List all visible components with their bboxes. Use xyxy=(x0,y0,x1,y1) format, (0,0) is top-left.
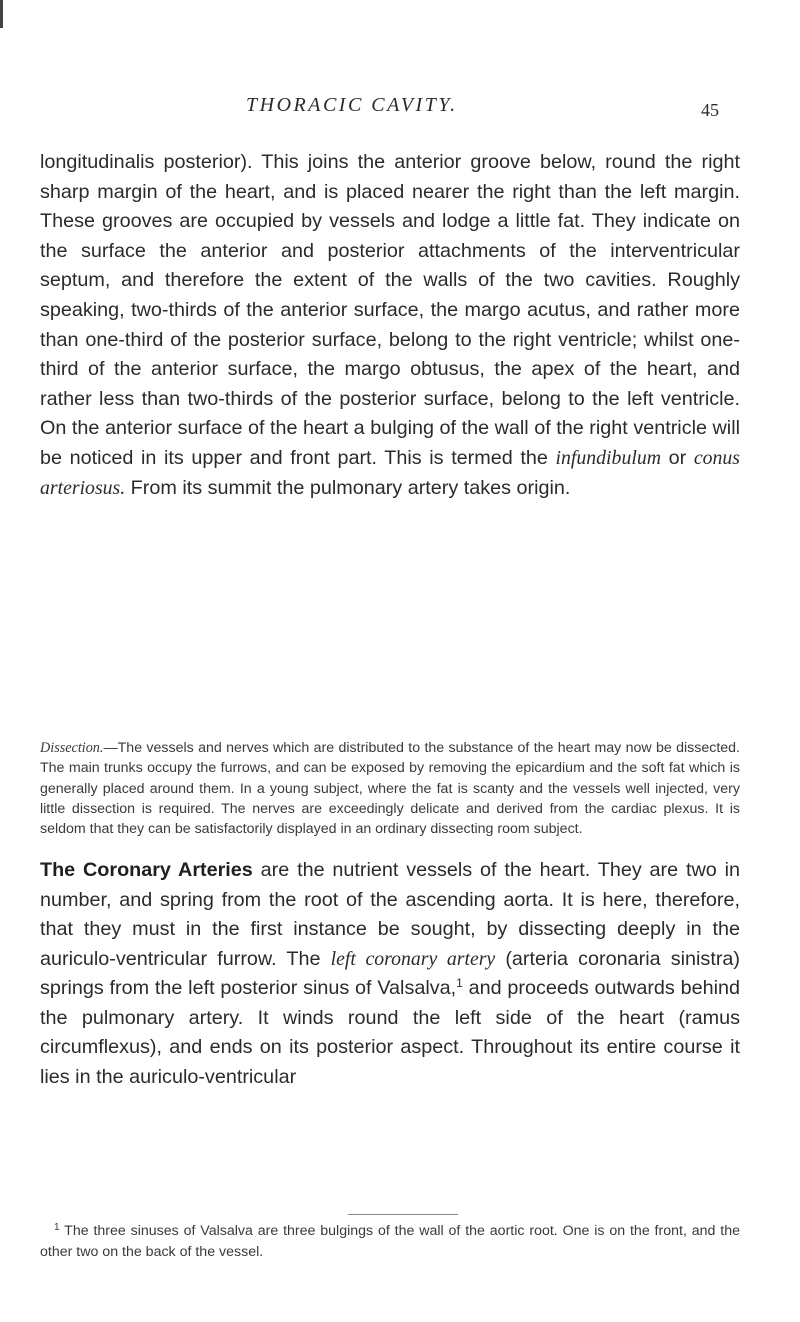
footnote-paragraph xyxy=(40,1221,740,1263)
dissection-note xyxy=(40,738,740,839)
coronary-paragraph xyxy=(40,856,740,1092)
dissection-label: Dissection. xyxy=(40,740,104,756)
page-edge-mark xyxy=(0,0,3,28)
coronary-text-2: (arteria coronaria sinistra) springs from the left posterior sinus of Valsalva, xyxy=(40,947,740,999)
footnote-marker: 1 xyxy=(54,1222,60,1233)
coronary-arteries-section xyxy=(40,856,740,1092)
paragraph-heart-grooves xyxy=(40,148,740,503)
page-number: 45 xyxy=(701,100,719,120)
paragraph-tail-text: From its summit the pulmonary artery takes origin. xyxy=(125,476,571,499)
running-title: THORACIC CAVITY. xyxy=(246,94,458,116)
dissection-text: —The vessels and nerves which are distributed to the substance of the heart may now be dissected. The main trunks occupy the furrows, and can be exposed by removing the epicardium and the soft fat which is generally placed around them. In a young subject, where the fat is scanty and the vessels well injected, very little dissection is required. The nerves are exceedingly delicate and derived from the cardiac plexus. It is seldom that they can be satisfactorily displayed in an ordinary dissecting room subject. xyxy=(40,740,740,838)
term-left-coronary-artery: left coronary artery xyxy=(330,947,496,970)
term-conus-arteriosus: conus arteriosus. xyxy=(40,446,740,499)
main-paragraph xyxy=(40,148,740,503)
dissection-paragraph xyxy=(40,738,740,839)
footnote-reference: 1 xyxy=(456,976,463,990)
page-header xyxy=(0,94,800,124)
term-infundibulum: infundibulum xyxy=(555,446,662,469)
footnote-text: The three sinuses of Valsalva are three bulgings of the wall of the aortic root. One is on the front, and the other two on the back of the vessel. xyxy=(40,1223,740,1260)
footnote-divider xyxy=(348,1214,458,1215)
coronary-heading: The Coronary Arteries xyxy=(40,859,253,881)
paragraph-lead-text: longitudinalis posterior). This joins the anterior groove below, round the right sharp margin of the heart, and is placed nearer the right than the left margin. These grooves are occupied by vessels and lodge a little fat. They indicate on the surface the anterior and posterior attachments of the interventricular septum, and therefore the extent of the walls of the two cavities. Roughly speaking, two-thirds of the anterior surface, the margo acutus, and rather more than one-third of the posterior surface, belong to the right ventricle; whilst one-third of the anterior surface, the margo obtusus, the apex of the heart, and rather less than two-thirds of the posterior surface, belong to the left ventricle. On the anterior surface of the heart a bulging of the wall of the right ventricle will be noticed in its upper and front part. This is termed the xyxy=(40,151,740,469)
footnote xyxy=(40,1221,740,1263)
connector-text: or xyxy=(661,446,694,469)
coronary-text-3: and proceeds outwards behind the pulmonary artery. It winds round the left side of the heart (ramus circumflexus), and ends on its posterior aspect. Throughout its entire course it lies in the auriculo-ventricular xyxy=(40,977,741,1088)
coronary-text-1: are the nutrient vessels of the heart. They are two in number, and spring from the root of the ascending aorta. It is here, therefore, that they must in the first instance be sought, by dissecting deeply in the auriculo-ventricular furrow. The xyxy=(40,859,740,970)
